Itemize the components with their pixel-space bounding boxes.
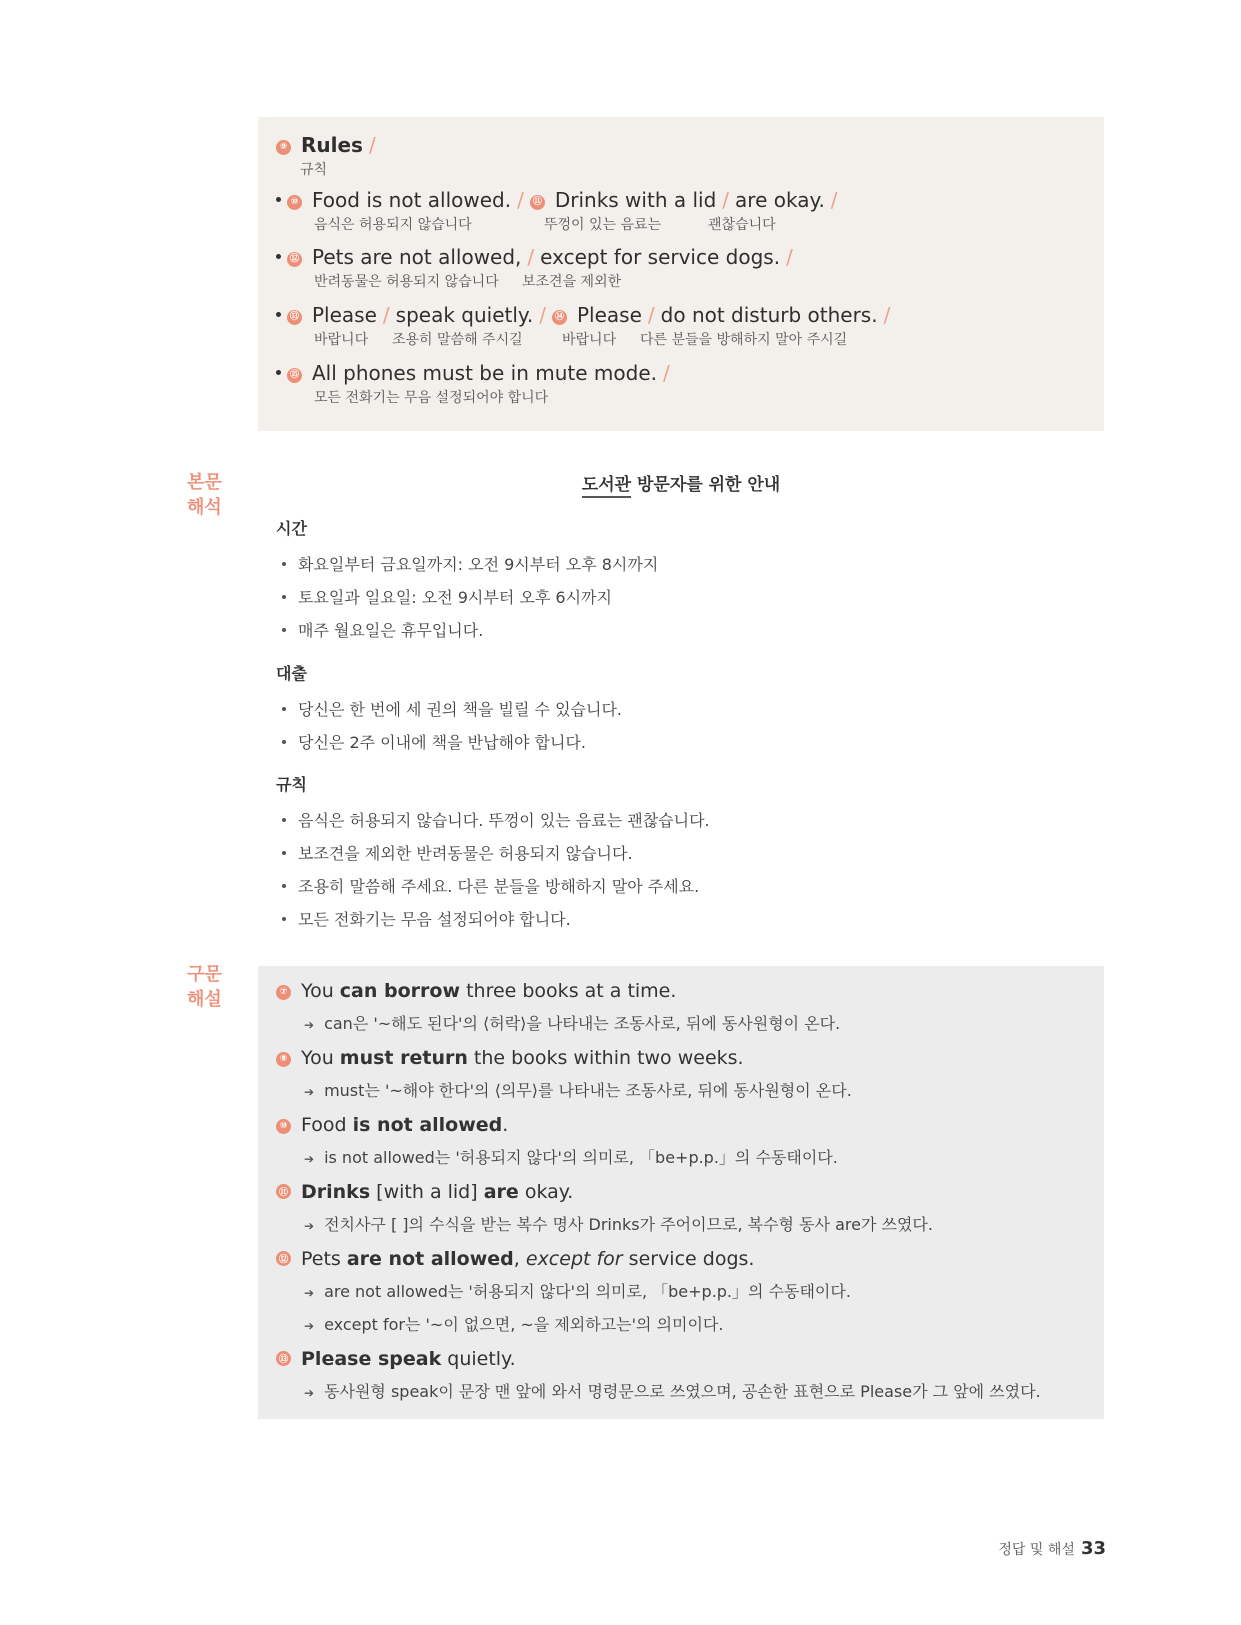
arrow-icon: ➔ — [304, 1085, 315, 1099]
list-item: 매주 월요일은 휴무입니다. — [276, 618, 658, 651]
list-item: 당신은 한 번에 세 권의 책을 빌릴 수 있습니다. — [276, 697, 622, 730]
grammar-item: ⑪ Drinks [with a lid] are okay. ➔ 전치사구 [ ]의 수식을 받는 복수 명사 Drinks가 주어이므로, 복수형 동사 are가 쓰였다. — [276, 1181, 1104, 1241]
grammar-item: ⑩ Food is not allowed. ➔ is not allowed는 '허용되지 않다'의 의미로, 「be+p.p.」의 수동태이다. — [276, 1114, 1104, 1174]
arrow-icon: ➔ — [304, 1018, 315, 1032]
list-item: 모든 전화기는 무음 설정되어야 합니다. — [276, 907, 710, 940]
arrow-icon: ➔ — [304, 1286, 315, 1300]
rules-heading: ⑨ Rules / 규칙 — [276, 131, 1104, 186]
list-item: 음식은 허용되지 않습니다. 뚜껑이 있는 음료는 괜찮습니다. — [276, 808, 710, 841]
arrow-icon: ➔ — [304, 1152, 315, 1166]
translation-label: 본문 해석 — [187, 472, 222, 518]
arrow-icon: ➔ — [304, 1386, 315, 1400]
arrow-icon: ➔ — [304, 1219, 315, 1233]
list-item: 조용히 말씀해 주세요. 다른 분들을 방해하지 말아 주세요. — [276, 874, 710, 907]
section-borrowing: 대출 당신은 한 번에 세 권의 책을 빌릴 수 있습니다. 당신은 2주 이내에 책을 반납해야 합니다. — [276, 661, 622, 763]
bullet — [276, 197, 281, 202]
arrow-icon: ➔ — [304, 1319, 315, 1333]
bullet — [276, 312, 281, 317]
list-item: 당신은 2주 이내에 책을 반납해야 합니다. — [276, 730, 622, 763]
bullet — [276, 370, 281, 375]
page-number: 33 — [1080, 1538, 1106, 1559]
rules-box — [258, 117, 1104, 431]
grammar-item: ⑦ You can borrow three books at a time. ➔ can은 '~해도 된다'의 ⟨허락⟩을 나타내는 조동사로, 뒤에 동사원형이 온다. — [276, 980, 1104, 1040]
rules-line: ⑮ All phones must be in mute mode. / 모든 전화기는 무음 설정되어야 합니다 — [276, 359, 1104, 417]
section-rules: 규칙 음식은 허용되지 않습니다. 뚜껑이 있는 음료는 괜찮습니다. 보조견을 제외한 반려동물은 허용되지 않습니다. 조용히 말씀해 주세요. 다른 분들을 방해하지 말아 주세요. 모든 전화기는 무음 설정되어야 합니다. — [276, 772, 710, 940]
section-hours: 시간 화요일부터 금요일까지: 오전 9시부터 오후 8시까지 토요일과 일요일: 오전 9시부터 오후 6시까지 매주 월요일은 휴무입니다. — [276, 516, 658, 651]
translation-title: 도서관 방문자를 위한 안내 — [258, 470, 1104, 495]
bullet — [276, 254, 281, 259]
number-badge: ⑨ — [276, 140, 291, 155]
grammar-label: 구문 해설 — [187, 964, 222, 1010]
rules-line: ⑬ Please / speak quietly. / ⑭ Please / do not disturb others. / 바랍니다 조용히 말씀해 주시길 바랍니다 다른 분들을 방해하지 말아 주시길 — [276, 301, 1104, 359]
rules-title-ko: 규칙 — [300, 162, 328, 178]
grammar-item: ⑧ You must return the books within two weeks. ➔ must는 '~해야 한다'의 ⟨의무⟩를 나타내는 조동사로, 뒤에 동사원형이 온다. — [276, 1047, 1104, 1107]
rules-line: ⑩ Food is not allowed. / ⑪ Drinks with a lid / are okay. / 음식은 허용되지 않습니다 뚜껑이 있는 음료는 괜찮습니다 — [276, 186, 1104, 243]
list-item: 화요일부터 금요일까지: 오전 9시부터 오후 8시까지 — [276, 552, 658, 585]
rules-line: ⑫ Pets are not allowed, / except for service dogs. / 반려동물은 허용되지 않습니다 보조견을 제외한 — [276, 243, 1104, 301]
footer-text: 정답 및 해설 — [998, 1542, 1075, 1558]
list-item: 토요일과 일요일: 오전 9시부터 오후 6시까지 — [276, 585, 658, 618]
grammar-box — [258, 966, 1104, 1419]
grammar-item: ⑫ Pets are not allowed, except for service dogs. ➔ are not allowed는 '허용되지 않다'의 의미로, 「be+p.p.」의 수동태이다. ➔ except for는 '~이 없으면, ~을 제외하고는'의 의미이다. — [276, 1248, 1104, 1341]
page-footer — [998, 1538, 1106, 1559]
grammar-item: ⑬ Please speak quietly. ➔ 동사원형 speak이 문장 맨 앞에 와서 명령문으로 쓰였으며, 공손한 표현으로 Please가 그 앞에 쓰였다. — [276, 1348, 1104, 1408]
rules-title: Rules — [301, 133, 363, 157]
list-item: 보조견을 제외한 반려동물은 허용되지 않습니다. — [276, 841, 710, 874]
